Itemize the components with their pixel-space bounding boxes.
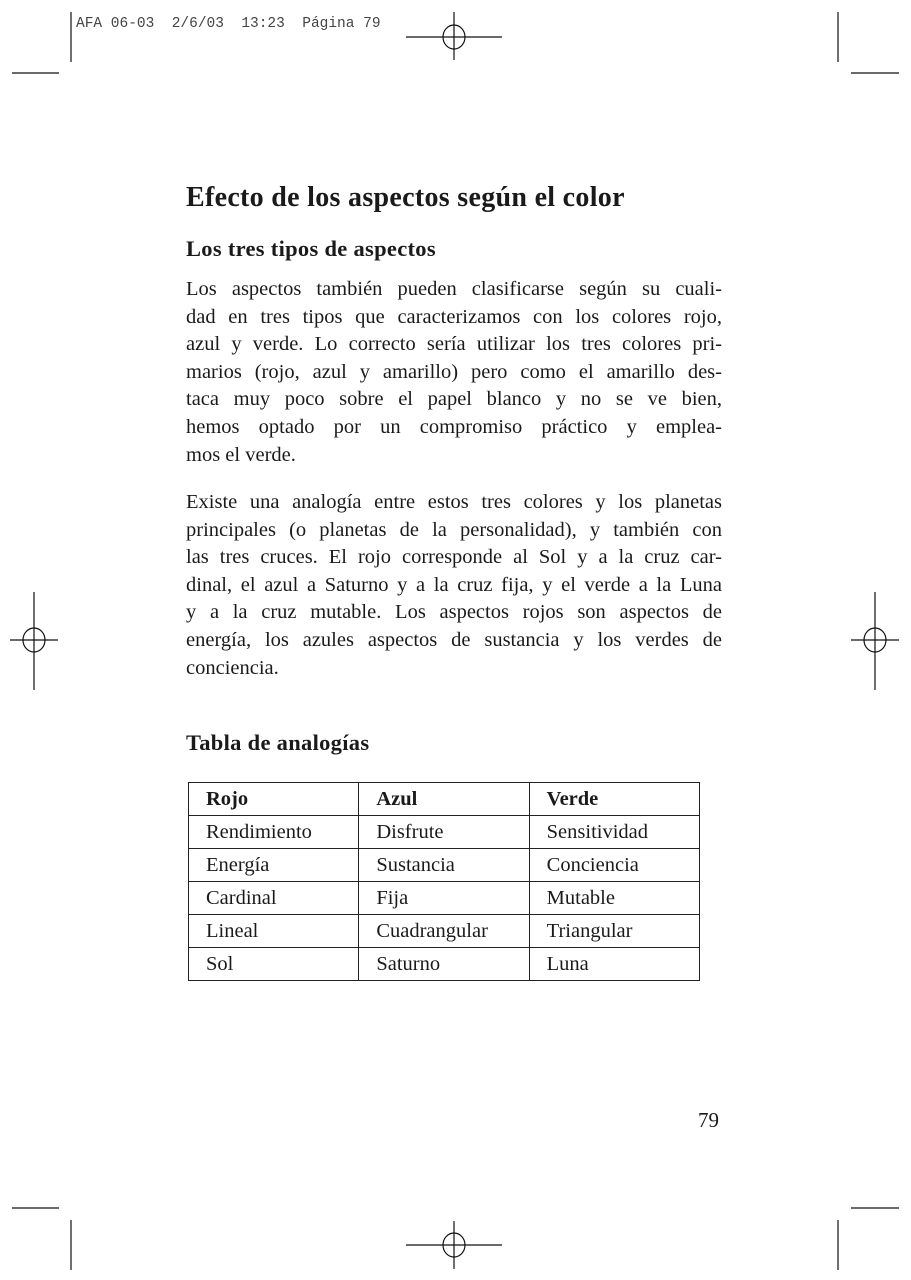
table-cell: Energía bbox=[189, 849, 359, 882]
text-line: azul y verde. Lo correcto sería utilizar los tres colores pri- bbox=[186, 333, 722, 356]
text-line: dad en tres tipos que caracterizamos con los colores rojo, bbox=[186, 305, 722, 328]
page-title: Efecto de los aspectos según el color bbox=[186, 182, 625, 213]
table-heading: Tabla de analogías bbox=[186, 730, 370, 755]
header-cell: Azul bbox=[359, 783, 529, 816]
table-row bbox=[189, 882, 700, 915]
registration-mark-top bbox=[406, 12, 502, 60]
text-line: hemos optado por un compromiso práctico y emplea- bbox=[186, 415, 722, 438]
table-row bbox=[189, 849, 700, 882]
page-number: 79 bbox=[698, 1108, 719, 1132]
table-cell: Sensitividad bbox=[529, 816, 699, 849]
text-line: dinal, el azul a Saturno y a la cruz fija, y el verde a la Luna bbox=[186, 573, 722, 596]
text-line: mos el verde. bbox=[186, 443, 296, 466]
table-cell: Cuadrangular bbox=[359, 915, 529, 948]
table-cell: Cardinal bbox=[189, 882, 359, 915]
text-line: Los aspectos también pueden clasificarse según su cuali- bbox=[186, 278, 722, 300]
table-cell: Luna bbox=[529, 948, 699, 981]
text-line: conciencia. bbox=[186, 656, 279, 679]
table-cell: Lineal bbox=[189, 915, 359, 948]
analogies-table bbox=[188, 782, 700, 981]
table-cell: Fija bbox=[359, 882, 529, 915]
text-line: Existe una analogía entre estos tres colores y los planetas bbox=[186, 491, 722, 513]
registration-mark-right bbox=[851, 592, 899, 690]
table-row bbox=[189, 915, 700, 948]
table-header-row bbox=[189, 783, 700, 816]
table-cell: Sol bbox=[189, 948, 359, 981]
registration-mark-left bbox=[10, 592, 58, 690]
table-row bbox=[189, 948, 700, 981]
table-cell: Saturno bbox=[359, 948, 529, 981]
text-line: energía, los azules aspectos de sustancia y los verdes de bbox=[186, 628, 722, 651]
table-cell: Conciencia bbox=[529, 849, 699, 882]
table-cell: Disfrute bbox=[359, 816, 529, 849]
text-line: principales (o planetas de la personalidad), y también con bbox=[186, 518, 722, 541]
registration-mark-bottom bbox=[406, 1221, 502, 1269]
paragraph-2 bbox=[186, 489, 722, 682]
text-line: y a la cruz mutable. Los aspectos rojos son aspectos de bbox=[186, 601, 722, 624]
text-line: marios (rojo, azul y amarillo) pero como el amarillo des- bbox=[186, 360, 722, 383]
text-line: las tres cruces. El rojo corresponde al Sol y a la cruz car- bbox=[186, 546, 722, 569]
table-row bbox=[189, 816, 700, 849]
header-cell: Rojo bbox=[189, 783, 359, 816]
header-cell: Verde bbox=[529, 783, 699, 816]
table-cell: Mutable bbox=[529, 882, 699, 915]
text-line: taca muy poco sobre el papel blanco y no se ve bien, bbox=[186, 388, 722, 411]
table-cell: Sustancia bbox=[359, 849, 529, 882]
table-cell: Triangular bbox=[529, 915, 699, 948]
section-heading: Los tres tipos de aspectos bbox=[186, 236, 436, 261]
paragraph-1 bbox=[186, 276, 722, 469]
table-cell: Rendimiento bbox=[189, 816, 359, 849]
print-slug: AFA 06-03 2/6/03 13:23 Página 79 bbox=[76, 16, 381, 32]
